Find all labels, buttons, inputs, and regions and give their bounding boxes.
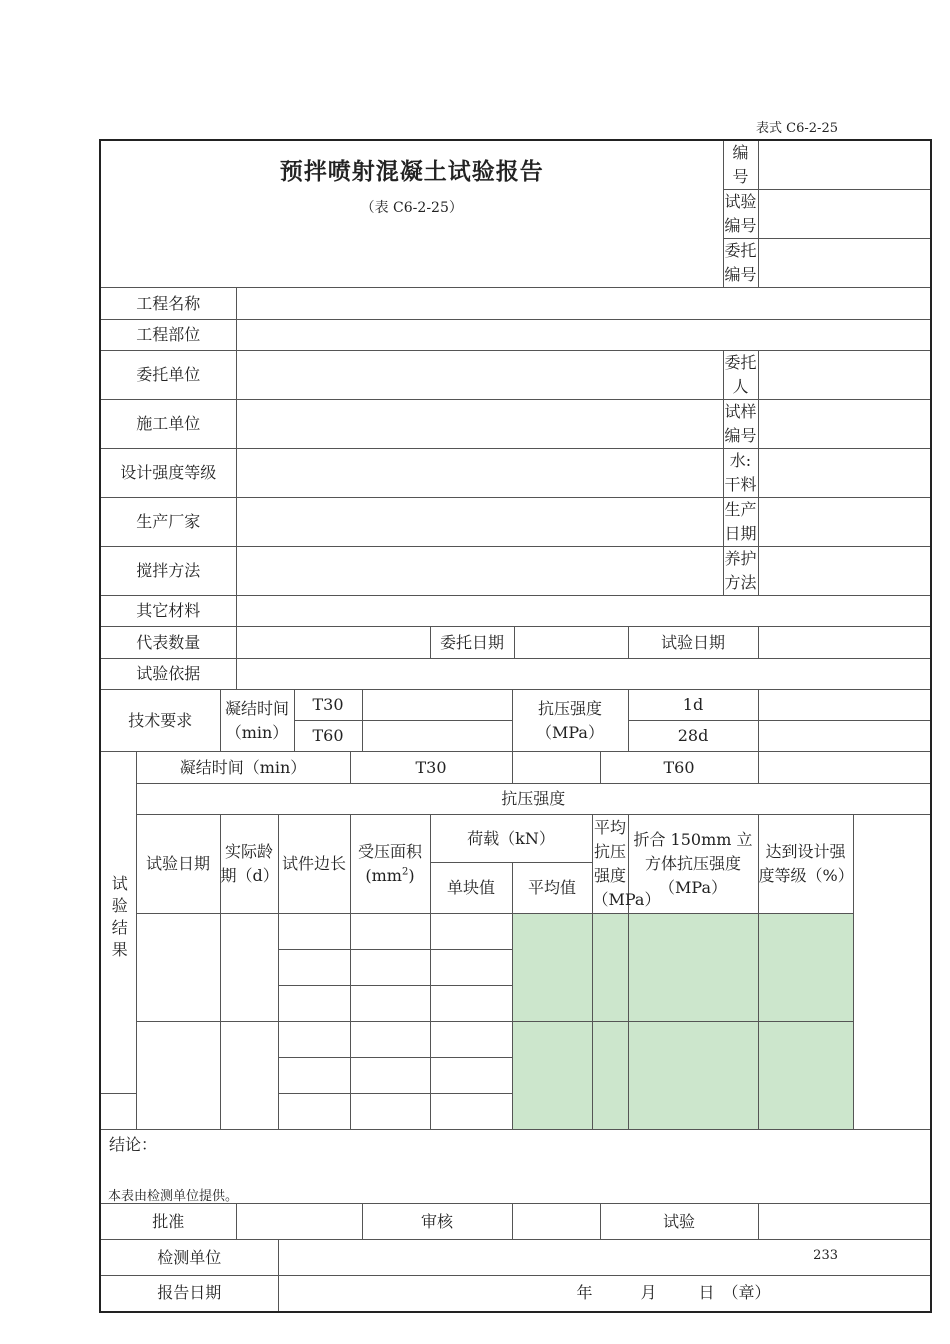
number-field[interactable]: [758, 140, 931, 190]
footnote: 本表由检测单位提供。: [108, 1189, 239, 1204]
report-form: [99, 139, 932, 1313]
req-28d-field[interactable]: [758, 721, 931, 752]
other-materials-field[interactable]: [236, 596, 931, 627]
design-grade-field[interactable]: [236, 449, 723, 498]
label-conclusion: 结论：: [109, 1135, 158, 1154]
label-mixing-method: 搅拌方法: [100, 547, 236, 596]
col-pressure-area-end: ): [408, 866, 415, 885]
label-client-unit: 委托单位: [100, 351, 236, 400]
group2-side-cell[interactable]: [278, 1058, 350, 1094]
group1-actual-age-cell[interactable]: [220, 914, 278, 1022]
label-test-results: [100, 752, 136, 1094]
group1-single-cell[interactable]: [430, 986, 512, 1022]
col-design-percentage: 达到设计强度等级（%）: [758, 815, 853, 914]
label-water-dry-ratio: 水: 干料: [723, 449, 758, 498]
label-commission-date: 委托日期: [430, 627, 514, 659]
quantity-field[interactable]: [236, 627, 430, 659]
label-number: 编 号: [723, 140, 758, 190]
col-actual-age: 实际龄期（d）: [220, 815, 278, 914]
label-req-setting-time: [220, 690, 294, 752]
group2-side-cell[interactable]: [278, 1022, 350, 1058]
manufacturer-field[interactable]: [236, 498, 723, 547]
group2-single-cell[interactable]: [350, 1094, 430, 1130]
label-test-unit: 检测单位: [100, 1240, 278, 1276]
req-setting-time-unit: （min）: [225, 722, 289, 742]
req-t60-field[interactable]: [362, 721, 512, 752]
date-month: 月: [640, 1283, 657, 1303]
commission-number-field[interactable]: [758, 239, 931, 288]
group1-area-cell[interactable]: [350, 950, 430, 986]
group2-area-cell[interactable]: [278, 1094, 350, 1130]
group1-area-cell[interactable]: [350, 914, 430, 950]
group1-area-cell[interactable]: [350, 986, 430, 1022]
group1-converted-cell[interactable]: [628, 914, 758, 1022]
label-req-1d: 1d: [628, 690, 758, 721]
group1-side-cell[interactable]: [278, 914, 350, 950]
label-client-person: 委托人: [723, 351, 758, 400]
label-result-t30: T30: [350, 752, 512, 784]
label-approve: 批准: [100, 1204, 236, 1240]
water-dry-ratio-field[interactable]: [758, 449, 931, 498]
req-t30-field[interactable]: [362, 690, 512, 721]
label-test-number: 试验编号: [723, 190, 758, 239]
label-test-date: 试验日期: [628, 627, 758, 659]
req-1d-field[interactable]: [758, 690, 931, 721]
label-project-name: 工程名称: [100, 288, 236, 320]
group2-single-cell[interactable]: [430, 1022, 512, 1058]
construction-unit-field[interactable]: [236, 400, 723, 449]
page-subtitle: （表 C6-2-25）: [360, 199, 463, 216]
group1-average-cell[interactable]: [512, 914, 592, 1022]
group2-avg-strength-cell[interactable]: [592, 1022, 628, 1130]
label-production-date: 生产日期: [723, 498, 758, 547]
project-part-field[interactable]: [236, 320, 931, 351]
label-curing-method: 养护方法: [723, 547, 758, 596]
review-field[interactable]: [512, 1204, 600, 1240]
date-year: 年: [576, 1283, 593, 1303]
page-number: 233: [813, 1248, 838, 1263]
group2-average-cell[interactable]: [512, 1022, 592, 1130]
group1-single-cell[interactable]: [430, 914, 512, 950]
label-tech-requirements: 技术要求: [100, 690, 220, 752]
group2-area-cell[interactable]: [350, 1022, 430, 1058]
form-code: 表式 C6-2-25: [756, 121, 838, 136]
label-req-t60: T60: [294, 721, 362, 752]
group2-area-cell[interactable]: [350, 1058, 430, 1094]
group2-converted-cell[interactable]: [628, 1022, 758, 1130]
col-load: 荷载（kN）: [430, 815, 592, 863]
label-req-28d: 28d: [628, 721, 758, 752]
label-result-t60: T60: [600, 752, 758, 784]
label-req-compressive-strength: [512, 690, 628, 752]
curing-method-field[interactable]: [758, 547, 931, 596]
label-test-signature: 试验: [600, 1204, 758, 1240]
label-quantity: 代表数量: [100, 627, 236, 659]
group2-actual-age-cell[interactable]: [220, 1022, 278, 1130]
report-date-field[interactable]: [278, 1276, 931, 1312]
label-report-date: 报告日期: [100, 1276, 278, 1312]
test-number-field[interactable]: [758, 190, 931, 239]
test-basis-field[interactable]: [236, 659, 931, 690]
group1-test-date-cell[interactable]: [136, 914, 220, 1022]
group2-percentage-cell[interactable]: [758, 1022, 853, 1130]
client-unit-field[interactable]: [236, 351, 723, 400]
label-req-t30: T30: [294, 690, 362, 721]
date-day: 日: [698, 1283, 715, 1303]
client-person-field[interactable]: [758, 351, 931, 400]
label-project-part: 工程部位: [100, 320, 236, 351]
req-setting-time-text: 凝结时间: [224, 698, 289, 718]
group1-side-cell[interactable]: [278, 950, 350, 986]
col-specimen-side: 试件边长: [278, 815, 350, 914]
col-avg-strength: 平均抗压强度（MPa）: [592, 815, 628, 914]
label-commission-number: 委托编号: [723, 239, 758, 288]
result-t60-field[interactable]: [758, 752, 931, 784]
commission-date-field[interactable]: [514, 627, 628, 659]
label-review: 审核: [362, 1204, 512, 1240]
label-test-basis: 试验依据: [100, 659, 236, 690]
test-signature-field[interactable]: [758, 1204, 931, 1240]
col-average-value: 平均值: [512, 863, 592, 914]
group1-single-cell[interactable]: [430, 950, 512, 986]
group1-avg-strength-cell[interactable]: [592, 914, 628, 1022]
label-construction-unit: 施工单位: [100, 400, 236, 449]
group2-single-cell[interactable]: [430, 1058, 512, 1094]
approve-field[interactable]: [236, 1204, 362, 1240]
group2-side-cell[interactable]: [100, 1094, 220, 1130]
col-pressure-area: [350, 815, 430, 914]
col-pressure-area-text: 受压面积(mm: [357, 842, 422, 885]
page-title: 预拌喷射混凝土试验报告: [279, 158, 544, 185]
result-t30-field[interactable]: [512, 752, 600, 784]
test-date-field[interactable]: [758, 627, 931, 659]
label-manufacturer: 生产厂家: [100, 498, 236, 547]
label-design-grade: 设计强度等级: [100, 449, 236, 498]
req-strength-unit: （MPa）: [536, 722, 604, 742]
sample-number-field[interactable]: [758, 400, 931, 449]
mixing-method-field[interactable]: [236, 547, 723, 596]
date-seal: （章）: [722, 1283, 771, 1303]
label-result-setting-time: 凝结时间（min）: [136, 752, 350, 784]
label-other-materials: 其它材料: [100, 596, 236, 627]
col-single-value: 单块值: [430, 863, 512, 914]
group1-side-cell[interactable]: [278, 986, 350, 1022]
group1-percentage-cell[interactable]: [758, 914, 853, 1022]
req-strength-text: 抗压强度: [537, 698, 602, 718]
label-sample-number: 试样编号: [723, 400, 758, 449]
test-results-text: 试验结果: [109, 875, 129, 963]
label-result-compressive-strength: 抗压强度: [136, 784, 931, 815]
col-converted-strength: 折合 150mm 立方体抗压强度（MPa）: [628, 815, 758, 914]
col-pressure-area-sup: 2: [401, 866, 409, 878]
col-test-date: 试验日期: [136, 815, 220, 914]
project-name-field[interactable]: [236, 288, 931, 320]
production-date-field[interactable]: [758, 498, 931, 547]
title-block: [100, 140, 723, 288]
